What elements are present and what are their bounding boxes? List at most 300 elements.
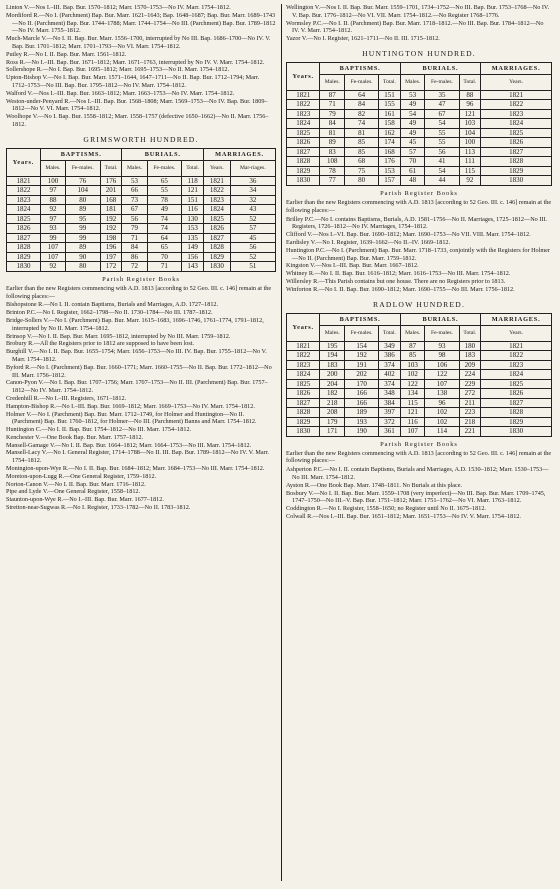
table-cell: 221: [459, 427, 481, 437]
register-entry: Brobury R.—All the Registers prior to 1812 are supposed to have been lost.: [6, 340, 194, 348]
table-cell: 41: [425, 157, 459, 167]
table-row: [287, 398, 552, 408]
burials-header: BURIALS.: [400, 62, 480, 74]
table-cell: 1829: [7, 252, 41, 262]
table-cell: 1828: [7, 243, 41, 253]
table-cell: 1824: [287, 370, 320, 380]
table-row: [287, 341, 552, 351]
table-cell: 87: [320, 90, 345, 100]
table-cell: 75: [345, 166, 379, 176]
table-cell: 223: [459, 408, 481, 418]
table-row: [287, 379, 552, 389]
register-entry: Mansell-Gamage V.—No I. II. Bap. Bur. 1664–1812; Marr. 1664–1753—No III. Marr. 1754–1812.: [6, 441, 252, 449]
table-cell: 54: [425, 166, 459, 176]
table-cell: 1829: [481, 417, 552, 427]
table-cell: 1823: [287, 109, 320, 119]
table-cell: 70: [400, 157, 425, 167]
table-cell: 71: [122, 233, 147, 243]
register-title: Parish Register Books: [380, 440, 458, 448]
table-cell: 1824: [481, 370, 552, 380]
register-entry: Colwall R.—Nos I.–III. Bap. Bur. 1651–1812; Marr. 1651–1753—No IV. V. Marr. 1754–1812.: [286, 512, 521, 520]
table-cell: 348: [379, 389, 401, 399]
table-cell: 1826: [481, 389, 552, 399]
table-cell: 197: [100, 252, 122, 262]
table-cell: 93: [40, 224, 65, 234]
radlow-table: [286, 313, 552, 437]
table-cell: 1825: [287, 128, 320, 138]
table-cell: 55: [425, 128, 459, 138]
table-cell: 198: [100, 233, 122, 243]
register-intro: Earlier than the new Registers commencing with A.D. 1813 [according to 52 Geo. III. c. 146] remain at the following places:—: [286, 198, 552, 214]
register-entry: Clifford V.—Nos I.–VI. Bap. Bur. 1690–1812; Marr. 1690–1753—No VII. VIII. Marr. 1754–1812.: [286, 231, 531, 239]
table-cell: 190: [345, 427, 379, 437]
table-cell: 151: [379, 90, 401, 100]
grimsworth-heading: GRIMSWORTH HUNDRED.: [83, 134, 199, 144]
table-row: [7, 176, 276, 186]
register-entry: Weston-under-Penyard R.—Nos I.–III. Bap. Bur. 1568–1808; Marr. 1569–1753—No IV. Bap. Bur. 1809–1812—No V. VI. Marr. 1754–1812.: [6, 97, 268, 113]
table-cell: 66: [122, 186, 147, 196]
table-cell: 64: [147, 233, 182, 243]
table-cell: 54: [400, 109, 425, 119]
table-cell: 87: [400, 341, 425, 351]
table-cell: 176: [100, 176, 122, 186]
table-cell: 1826: [481, 138, 552, 148]
table-row: [287, 417, 552, 427]
table-row: [7, 205, 276, 215]
register-entry: Byford R.—No I. (Parchment) Bap. Bur. 1660–1771; Marr. 1660–1755—No II. Bap. Bur. 1772–1812—No III. Marr. 1756–1812.: [6, 363, 272, 379]
column-header: Fe-males.: [425, 74, 459, 90]
column-header: Males.: [320, 325, 345, 341]
table-cell: 89: [65, 205, 100, 215]
right-column: [286, 4, 552, 521]
register-entry: Norton-Canon V.—No I. II. Bap. Bur. Marr. 1716–1812.: [6, 480, 146, 488]
table-cell: 82: [345, 109, 379, 119]
table-cell: 99: [65, 233, 100, 243]
table-cell: 97: [40, 186, 65, 196]
register-entry: Credenhill R.—No I.–III. Registers, 1671–1812.: [6, 394, 127, 402]
table-row: [287, 157, 552, 167]
huntington-table: [286, 62, 552, 186]
table-cell: 86: [122, 252, 147, 262]
table-cell: 108: [320, 157, 345, 167]
table-cell: 92: [40, 262, 65, 272]
register-title: Parish Register Books: [102, 275, 180, 283]
table-cell: 88: [40, 195, 65, 205]
table-cell: 84: [320, 119, 345, 129]
table-cell: 76: [65, 176, 100, 186]
table-cell: 121: [400, 408, 425, 418]
table-cell: 85: [345, 138, 379, 148]
table-row: [287, 128, 552, 138]
table-cell: 118: [182, 176, 204, 186]
table-cell: 53: [400, 90, 425, 100]
table-cell: 80: [345, 176, 379, 186]
register-entry: Canon-Pyon V.—No I. Bap. Bur. 1707–1756; Marr. 1707–1753—No II. III. (Parchment) Bap. Bur. 1757–1812—No IV. Marr. 1754–1812.: [6, 379, 268, 395]
table-cell: 138: [425, 389, 459, 399]
table-cell: 78: [320, 166, 345, 176]
column-header: Mar-riages.: [230, 160, 275, 176]
table-row: [287, 90, 552, 100]
column-header: Fe-males.: [65, 160, 100, 176]
table-cell: 116: [400, 417, 425, 427]
table-cell: 1823: [7, 195, 41, 205]
table-cell: 93: [425, 341, 459, 351]
table-row: [7, 252, 276, 262]
register-entry: Upton-Bishop V.—No I. Bap. Bur. Marr. 1571–1644, 1647–1711—No II. Bap. Bur. 1712–1794; Marr. 1712–1753—No III. Bap. Bur. 1795–1812—No IV. Marr. 1754–1812.: [6, 74, 260, 89]
register-intro: Earlier than the new Registers commencing with A.D. 1813 [according to 52 Geo. III. c. 146] remain at the following places:—: [286, 449, 552, 465]
table-cell: 1826: [7, 224, 41, 234]
table-row: [7, 186, 276, 196]
register-entry: Holmer V.—No I. (Parchment) Bap. Bur. Marr. 1712–1749, for Holmer and Huntington—No II. (Parchment) Bap. Bur. 1760–1812, for Holmer—No III. (Parchment) Banns and Marr. 1754–1812.: [6, 410, 257, 426]
table-cell: 79: [320, 109, 345, 119]
register-entry: Ross R.—No I.–III. Bap. Bur. 1671–1812; Marr. 1671–1763, interrupted by No IV. V. Marr. 1754–1812.: [6, 58, 265, 66]
table-cell: 1828: [204, 243, 231, 253]
table-cell: 84: [345, 100, 379, 110]
book-page: [6, 4, 554, 881]
huntington-entries: [286, 216, 552, 294]
register-entry: Kingston V.—Nos I.–III. Bap. Bur. Marr. 1667–1812.: [286, 262, 419, 270]
register-entry: Linton V.—Nos I.–III. Bap. Bur. 1570–1812; Marr. 1570–1753—No IV. Marr. 1754–1812.: [6, 4, 231, 11]
table-cell: 1830: [481, 427, 552, 437]
register-entry: Woolhope V.—No I. Bap. Bur. 1558–1812; Marr. 1558–1757 (defective 1650–1662)—No II. Marr. 1756–1812.: [6, 113, 269, 128]
table-cell: 1822: [204, 186, 231, 196]
table-cell: 85: [400, 351, 425, 361]
table-cell: 1821: [481, 341, 552, 351]
table-cell: 68: [345, 157, 379, 167]
table-cell: 384: [379, 398, 401, 408]
table-cell: 95: [65, 214, 100, 224]
table-cell: 79: [122, 224, 147, 234]
column-header: Males.: [320, 74, 345, 90]
register-entry: Putley R.—No I. II. Bap. Bur. Marr. 1561–1812.: [6, 50, 127, 58]
table-cell: 115: [459, 166, 481, 176]
register-entry: Brinton P.C.—No I. Register, 1662–1798—No II. 1730–1784—No III. 1787–1812.: [6, 309, 213, 317]
table-cell: 1825: [287, 379, 320, 389]
table-cell: 107: [40, 243, 65, 253]
table-cell: 157: [379, 176, 401, 186]
huntington-table-body: [287, 90, 552, 185]
table-cell: 71: [320, 100, 345, 110]
radlow-table-body: [287, 341, 552, 436]
table-cell: 73: [122, 195, 147, 205]
table-cell: 192: [100, 224, 122, 234]
table-cell: 1827: [481, 147, 552, 157]
table-cell: 53: [122, 176, 147, 186]
table-cell: 156: [182, 252, 204, 262]
table-cell: 49: [400, 128, 425, 138]
column-header: Males.: [122, 160, 147, 176]
column-header: Fe-males.: [147, 160, 182, 176]
table-cell: 74: [345, 119, 379, 129]
radlow-heading: RADLOW HUNDRED.: [372, 299, 466, 309]
table-cell: 134: [400, 389, 425, 399]
table-row: [287, 109, 552, 119]
column-header: Total.: [182, 160, 204, 176]
table-cell: 171: [320, 427, 345, 437]
register-entry: Winforton R.—No I. II. Bap. Bur. 1690–1812; Marr. 1690–1755—No III. Marr. 1756–1812.: [286, 285, 515, 293]
table-cell: 47: [425, 100, 459, 110]
table-cell: 96: [459, 100, 481, 110]
table-cell: 65: [147, 176, 182, 186]
table-cell: 1825: [481, 379, 552, 389]
table-cell: 54: [425, 119, 459, 129]
table-cell: 361: [379, 427, 401, 437]
table-cell: 149: [182, 243, 204, 253]
table-cell: 49: [400, 100, 425, 110]
register-entry: Mordiford R.—No I. (Parchment) Bap. Bur. Marr. 1621–1643; Bap. 1648–1687; Bap. Bur. Marr. 1689–1743—No II. (Parchment) Bap. Bur. 1744–1788; Marr. 1744–1754—No III. (Parchment) Bap. Bur. 1789–1812—No IV. Marr. 1755–1812.: [6, 11, 276, 35]
table-cell: 114: [425, 427, 459, 437]
table-cell: 81: [345, 128, 379, 138]
table-cell: 106: [425, 360, 459, 370]
sub-header-row: [287, 74, 552, 90]
table-cell: 34: [230, 186, 275, 196]
table-cell: 64: [345, 90, 379, 100]
table-cell: 102: [425, 408, 459, 418]
table-cell: 209: [459, 360, 481, 370]
years-header: Years.: [287, 313, 320, 341]
register-entry: Huntington P.C.—No I. (Parchment) Bap. Bur. Marr. 1718–1733, conjointly with the Registers for Holmer—No II. (Parchment) Bap. Bur. Marr. 1759–1812.: [286, 246, 550, 262]
table-cell: 61: [400, 166, 425, 176]
table-cell: 1827: [481, 398, 552, 408]
register-entry: Brinsop V.—No I. II. Bap. Bur. Marr. 1695–1812, interrupted by No III. Marr. 1759–1812.: [6, 332, 231, 340]
column-header: Years.: [204, 160, 231, 176]
table-cell: 208: [320, 408, 345, 418]
table-row: [287, 389, 552, 399]
table-cell: 96: [425, 398, 459, 408]
table-cell: 1828: [481, 408, 552, 418]
register-entry: Willersley R.—This Parish contains but one house. There are no Registers prior to 1813.: [286, 277, 506, 285]
table-cell: 1826: [287, 138, 320, 148]
table-cell: 143: [182, 262, 204, 272]
table-cell: 84: [122, 243, 147, 253]
column-header: Males.: [400, 325, 425, 341]
table-cell: 1823: [204, 195, 231, 205]
table-cell: 166: [345, 398, 379, 408]
table-cell: 51: [230, 262, 275, 272]
table-cell: 397: [379, 408, 401, 418]
table-cell: 74: [147, 224, 182, 234]
table-cell: 200: [320, 370, 345, 380]
table-cell: 48: [400, 176, 425, 186]
table-row: [7, 233, 276, 243]
table-cell: 102: [425, 417, 459, 427]
table-cell: 183: [459, 351, 481, 361]
table-row: [287, 147, 552, 157]
table-cell: 52: [230, 214, 275, 224]
table-cell: 192: [345, 351, 379, 361]
table-cell: 1826: [204, 224, 231, 234]
table-cell: 1829: [287, 417, 320, 427]
table-cell: 72: [122, 262, 147, 272]
table-cell: 52: [230, 252, 275, 262]
baptisms-header: BAPTISMS.: [320, 313, 400, 325]
table-cell: 1822: [481, 351, 552, 361]
table-cell: 349: [379, 341, 401, 351]
table-row: [7, 243, 276, 253]
table-cell: 32: [230, 195, 275, 205]
register-entry: Much-Marcle V.—No I. II. Bap. Bur. Marr. 1556–1700, interrupted by No III. Bap. 1686–1700—No IV. V. Bap. Bur. 1701–1812; Marr. 1701–1793—No VI. Marr. 1754–1812.: [6, 35, 271, 50]
table-cell: 1822: [7, 186, 41, 196]
table-cell: 182: [320, 389, 345, 399]
register-entry: Wellington V.—Nos I. II. Bap. Bur. Marr. 1559–1701, 1734–1752—No III. Bap. Bur. 1753–1768—No IV. V. Bap. Bur. 1776–1812—No VI. VII. Marr. 1754–1812.—No Register 1768–1776.: [286, 4, 550, 19]
table-cell: 1821: [287, 341, 320, 351]
table-cell: 90: [65, 252, 100, 262]
burials-header: BURIALS.: [122, 148, 204, 160]
table-cell: 272: [459, 389, 481, 399]
table-cell: 189: [345, 408, 379, 418]
table-cell: 153: [182, 224, 204, 234]
table-cell: 83: [320, 147, 345, 157]
table-cell: 92: [459, 176, 481, 186]
column-header: Males.: [400, 74, 425, 90]
column-header: Years.: [481, 325, 552, 341]
years-header: Years.: [287, 62, 320, 90]
table-cell: 211: [459, 398, 481, 408]
table-cell: 81: [320, 128, 345, 138]
baptisms-header: BAPTISMS.: [40, 148, 122, 160]
table-cell: 1827: [204, 233, 231, 243]
table-row: [287, 408, 552, 418]
left-top-entries: [6, 4, 276, 129]
table-cell: 386: [379, 351, 401, 361]
years-header: Years.: [7, 148, 41, 176]
table-cell: 104: [459, 128, 481, 138]
table-cell: 99: [40, 233, 65, 243]
table-cell: 56: [425, 147, 459, 157]
register-title: Parish Register Books: [380, 189, 458, 197]
column-header: Fe-males.: [345, 74, 379, 90]
table-cell: 113: [459, 147, 481, 157]
table-cell: 36: [230, 176, 275, 186]
table-cell: 1825: [7, 214, 41, 224]
register-entry: Coddington R.—No I. Register, 1558–1650; no Register until No II. 1675–1812.: [286, 505, 486, 513]
register-entry: Ashperton P.C.—No I. II. contain Baptisms, Burials and Marriages, A.D. 1530–1812; Marr. 1530–1753—No III. Marr. 1754–1812.: [286, 466, 549, 481]
table-row: [7, 262, 276, 272]
register-entry: Sollershope R.—No I. Bap. Bur. 1695–1812; Marr. 1695–1753—No II. Marr. 1754–1812.: [6, 66, 230, 74]
register-entry: Moreton-upon-Lugg R.—One General Register, 1759–1812.: [6, 472, 157, 480]
table-cell: 1826: [287, 389, 320, 399]
table-cell: 130: [182, 214, 204, 224]
table-cell: 56: [122, 214, 147, 224]
column-header: Total.: [459, 74, 481, 90]
table-cell: 1823: [481, 360, 552, 370]
column-divider: [281, 4, 282, 881]
table-cell: 179: [320, 417, 345, 427]
table-cell: 176: [379, 157, 401, 167]
table-cell: 1828: [287, 408, 320, 418]
table-cell: 65: [147, 243, 182, 253]
register-entry: Brilley P.C.—No I. contains Baptisms, Burials, A.D. 1581–1756—No II. Marriages, 1725–1812—No III. Registers, 1726–1812—No IV. Marriages, 1754–1812.: [286, 215, 548, 231]
table-cell: 1822: [287, 351, 320, 361]
table-cell: 98: [425, 351, 459, 361]
register-entry: Kenchester V.—One Book Bap. Bur. Marr. 1757–1812.: [6, 433, 144, 441]
register-entry: Eardisley V.—No I. Register, 1639–1662—No II.–IV. 1669–1812.: [286, 238, 451, 246]
table-cell: 1827: [7, 233, 41, 243]
table-cell: 115: [400, 398, 425, 408]
register-entry: Pipe and Lyde V.—One General Register, 1558–1812.: [6, 488, 141, 496]
table-cell: 374: [379, 360, 401, 370]
table-row: [287, 138, 552, 148]
table-cell: 192: [100, 214, 122, 224]
table-cell: 103: [459, 119, 481, 129]
table-cell: 161: [379, 109, 401, 119]
table-row: [287, 370, 552, 380]
register-entry: Monington-upon-Wye R.—No I. II. Bap. Bur. 1684–1812; Marr. 1684–1753—No III. Marr. 1754–1812.: [6, 465, 265, 473]
table-cell: 1822: [481, 100, 552, 110]
table-cell: 1828: [287, 157, 320, 167]
table-cell: 1825: [204, 214, 231, 224]
table-cell: 174: [379, 138, 401, 148]
table-cell: 153: [379, 166, 401, 176]
table-cell: 100: [40, 176, 65, 186]
table-cell: 1824: [287, 119, 320, 129]
table-cell: 402: [379, 370, 401, 380]
table-cell: 168: [100, 195, 122, 205]
table-cell: 78: [147, 195, 182, 205]
table-cell: 107: [425, 379, 459, 389]
table-cell: 172: [100, 262, 122, 272]
table-cell: 89: [320, 138, 345, 148]
column-header: Males.: [40, 160, 65, 176]
huntington-heading: HUNTINGTON HUNDRED.: [362, 48, 476, 58]
table-cell: 121: [459, 109, 481, 119]
table-cell: 202: [345, 370, 379, 380]
table-cell: 102: [400, 370, 425, 380]
table-cell: 80: [65, 262, 100, 272]
table-cell: 103: [400, 360, 425, 370]
table-cell: 111: [459, 157, 481, 167]
grimsworth-entries: [6, 301, 276, 512]
table-cell: 151: [182, 195, 204, 205]
table-cell: 1827: [287, 147, 320, 157]
table-cell: 55: [147, 186, 182, 196]
table-cell: 70: [147, 252, 182, 262]
radlow-entries: [286, 466, 552, 521]
table-cell: 181: [100, 205, 122, 215]
column-header: Total.: [379, 325, 401, 341]
table-cell: 57: [230, 224, 275, 234]
table-cell: 92: [40, 205, 65, 215]
table-cell: 170: [345, 379, 379, 389]
table-row: [287, 351, 552, 361]
register-entry: Yazor V.—No I. Register, 1621–1711—No II. III. 1715–1812.: [286, 35, 440, 43]
column-header: Fe-males.: [425, 325, 459, 341]
register-entry: Mansell-Lacy V.—No I. General Register, 1714–1788—No II. III. Bap. Bur. 1789–1812—No IV. V. Marr. 1754–1812.: [6, 449, 269, 465]
sub-header-row: [7, 160, 276, 176]
table-cell: 1823: [481, 109, 552, 119]
column-header: Years.: [481, 74, 552, 90]
table-cell: 180: [459, 341, 481, 351]
table-cell: 104: [65, 186, 100, 196]
table-cell: 88: [459, 90, 481, 100]
table-cell: 1829: [481, 166, 552, 176]
table-cell: 43: [230, 205, 275, 215]
table-cell: 89: [65, 243, 100, 253]
register-entry: Bishopstone R.—No I. II. contain Baptisms, Burials and Marriages, A.D. 1727–1812.: [6, 301, 219, 309]
table-cell: 1821: [204, 176, 231, 186]
sub-header-row: [287, 325, 552, 341]
table-cell: 229: [459, 379, 481, 389]
table-cell: 1829: [204, 252, 231, 262]
register-entry: Whitney R.—No I. II. Bap. Bur. 1616–1812; Marr. 1616–1753—No III. Marr. 1754–1812.: [286, 270, 511, 278]
table-cell: 35: [425, 90, 459, 100]
register-entry: Bridge-Sollers V.—No I. (Parchment) Bap. Bur. Marr. 1615–1683, 1696–1746, 1761–1774, 1791–1812, interrupted by No II. Marr. 1754–1812.: [6, 316, 264, 332]
table-cell: 195: [320, 341, 345, 351]
table-cell: 162: [379, 128, 401, 138]
left-column: [6, 4, 276, 512]
column-header: Total.: [459, 325, 481, 341]
table-cell: 204: [320, 379, 345, 389]
